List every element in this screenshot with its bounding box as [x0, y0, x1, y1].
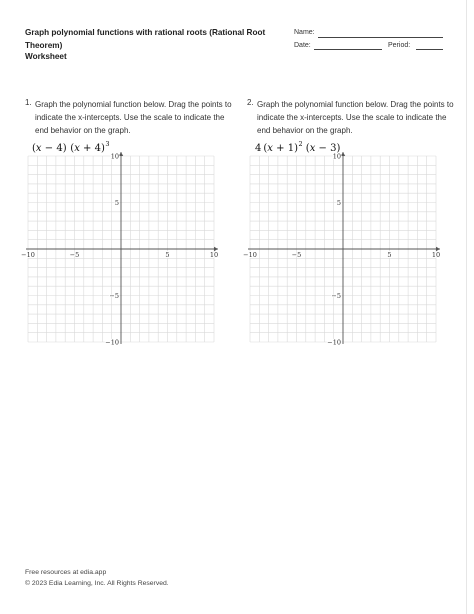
y-tick-label: −10	[327, 338, 341, 347]
y-tick-label: 5	[114, 198, 119, 207]
y-tick-label: −5	[109, 291, 119, 300]
question-1-graph[interactable]	[20, 150, 225, 350]
x-tick-label: −5	[291, 251, 302, 259]
question-2-number: 2.	[247, 98, 254, 107]
question-1-text: Graph the polynomial function below. Drag the points to indicate the x-intercepts. Use the scale to indicate the end behavior on the graph.	[35, 100, 232, 135]
question-1-expression: (x − 4) $(x + 4)^3$	[32, 140, 110, 154]
x-tick-label: 10	[209, 251, 219, 259]
date-field[interactable]	[314, 49, 382, 50]
question-1-number: 1.	[25, 98, 32, 107]
y-axis-arrow-icon	[341, 152, 345, 156]
worksheet-title: Graph polynomial functions with rational roots (Rational Root Theorem)	[25, 28, 266, 50]
x-tick-label: 10	[431, 251, 441, 259]
x-tick-label: 5	[387, 251, 392, 259]
page-edge-divider	[466, 0, 467, 614]
date-label: Date:	[294, 42, 311, 49]
period-field[interactable]	[416, 49, 443, 50]
y-tick-label: 10	[332, 152, 341, 161]
question-2-expression: 4 $(x + 1)^2$ (x − 3)	[255, 140, 341, 154]
x-tick-label: −10	[243, 251, 257, 259]
x-tick-label: 5	[165, 251, 170, 259]
x-tick-label: −10	[21, 251, 35, 259]
x-tick-label: −5	[69, 251, 80, 259]
footer-copyright: © 2023 Edia Learning, Inc. All Rights Reserved.	[25, 580, 169, 587]
y-axis-arrow-icon	[119, 152, 123, 156]
y-tick-label: −5	[331, 291, 341, 300]
name-field[interactable]	[318, 37, 443, 38]
question-2-graph[interactable]	[242, 150, 447, 350]
y-tick-label: 5	[336, 198, 341, 207]
footer-resources: Free resources at edia.app	[25, 569, 107, 576]
y-tick-label: −10	[105, 338, 119, 347]
period-label: Period:	[388, 42, 411, 49]
worksheet-subtitle: Worksheet	[25, 52, 67, 61]
y-tick-label: 10	[110, 152, 119, 161]
question-2-text: Graph the polynomial function below. Drag the points to indicate the x-intercepts. Use the scale to indicate the end behavior on the graph.	[257, 100, 454, 135]
name-label: Name:	[294, 29, 315, 36]
